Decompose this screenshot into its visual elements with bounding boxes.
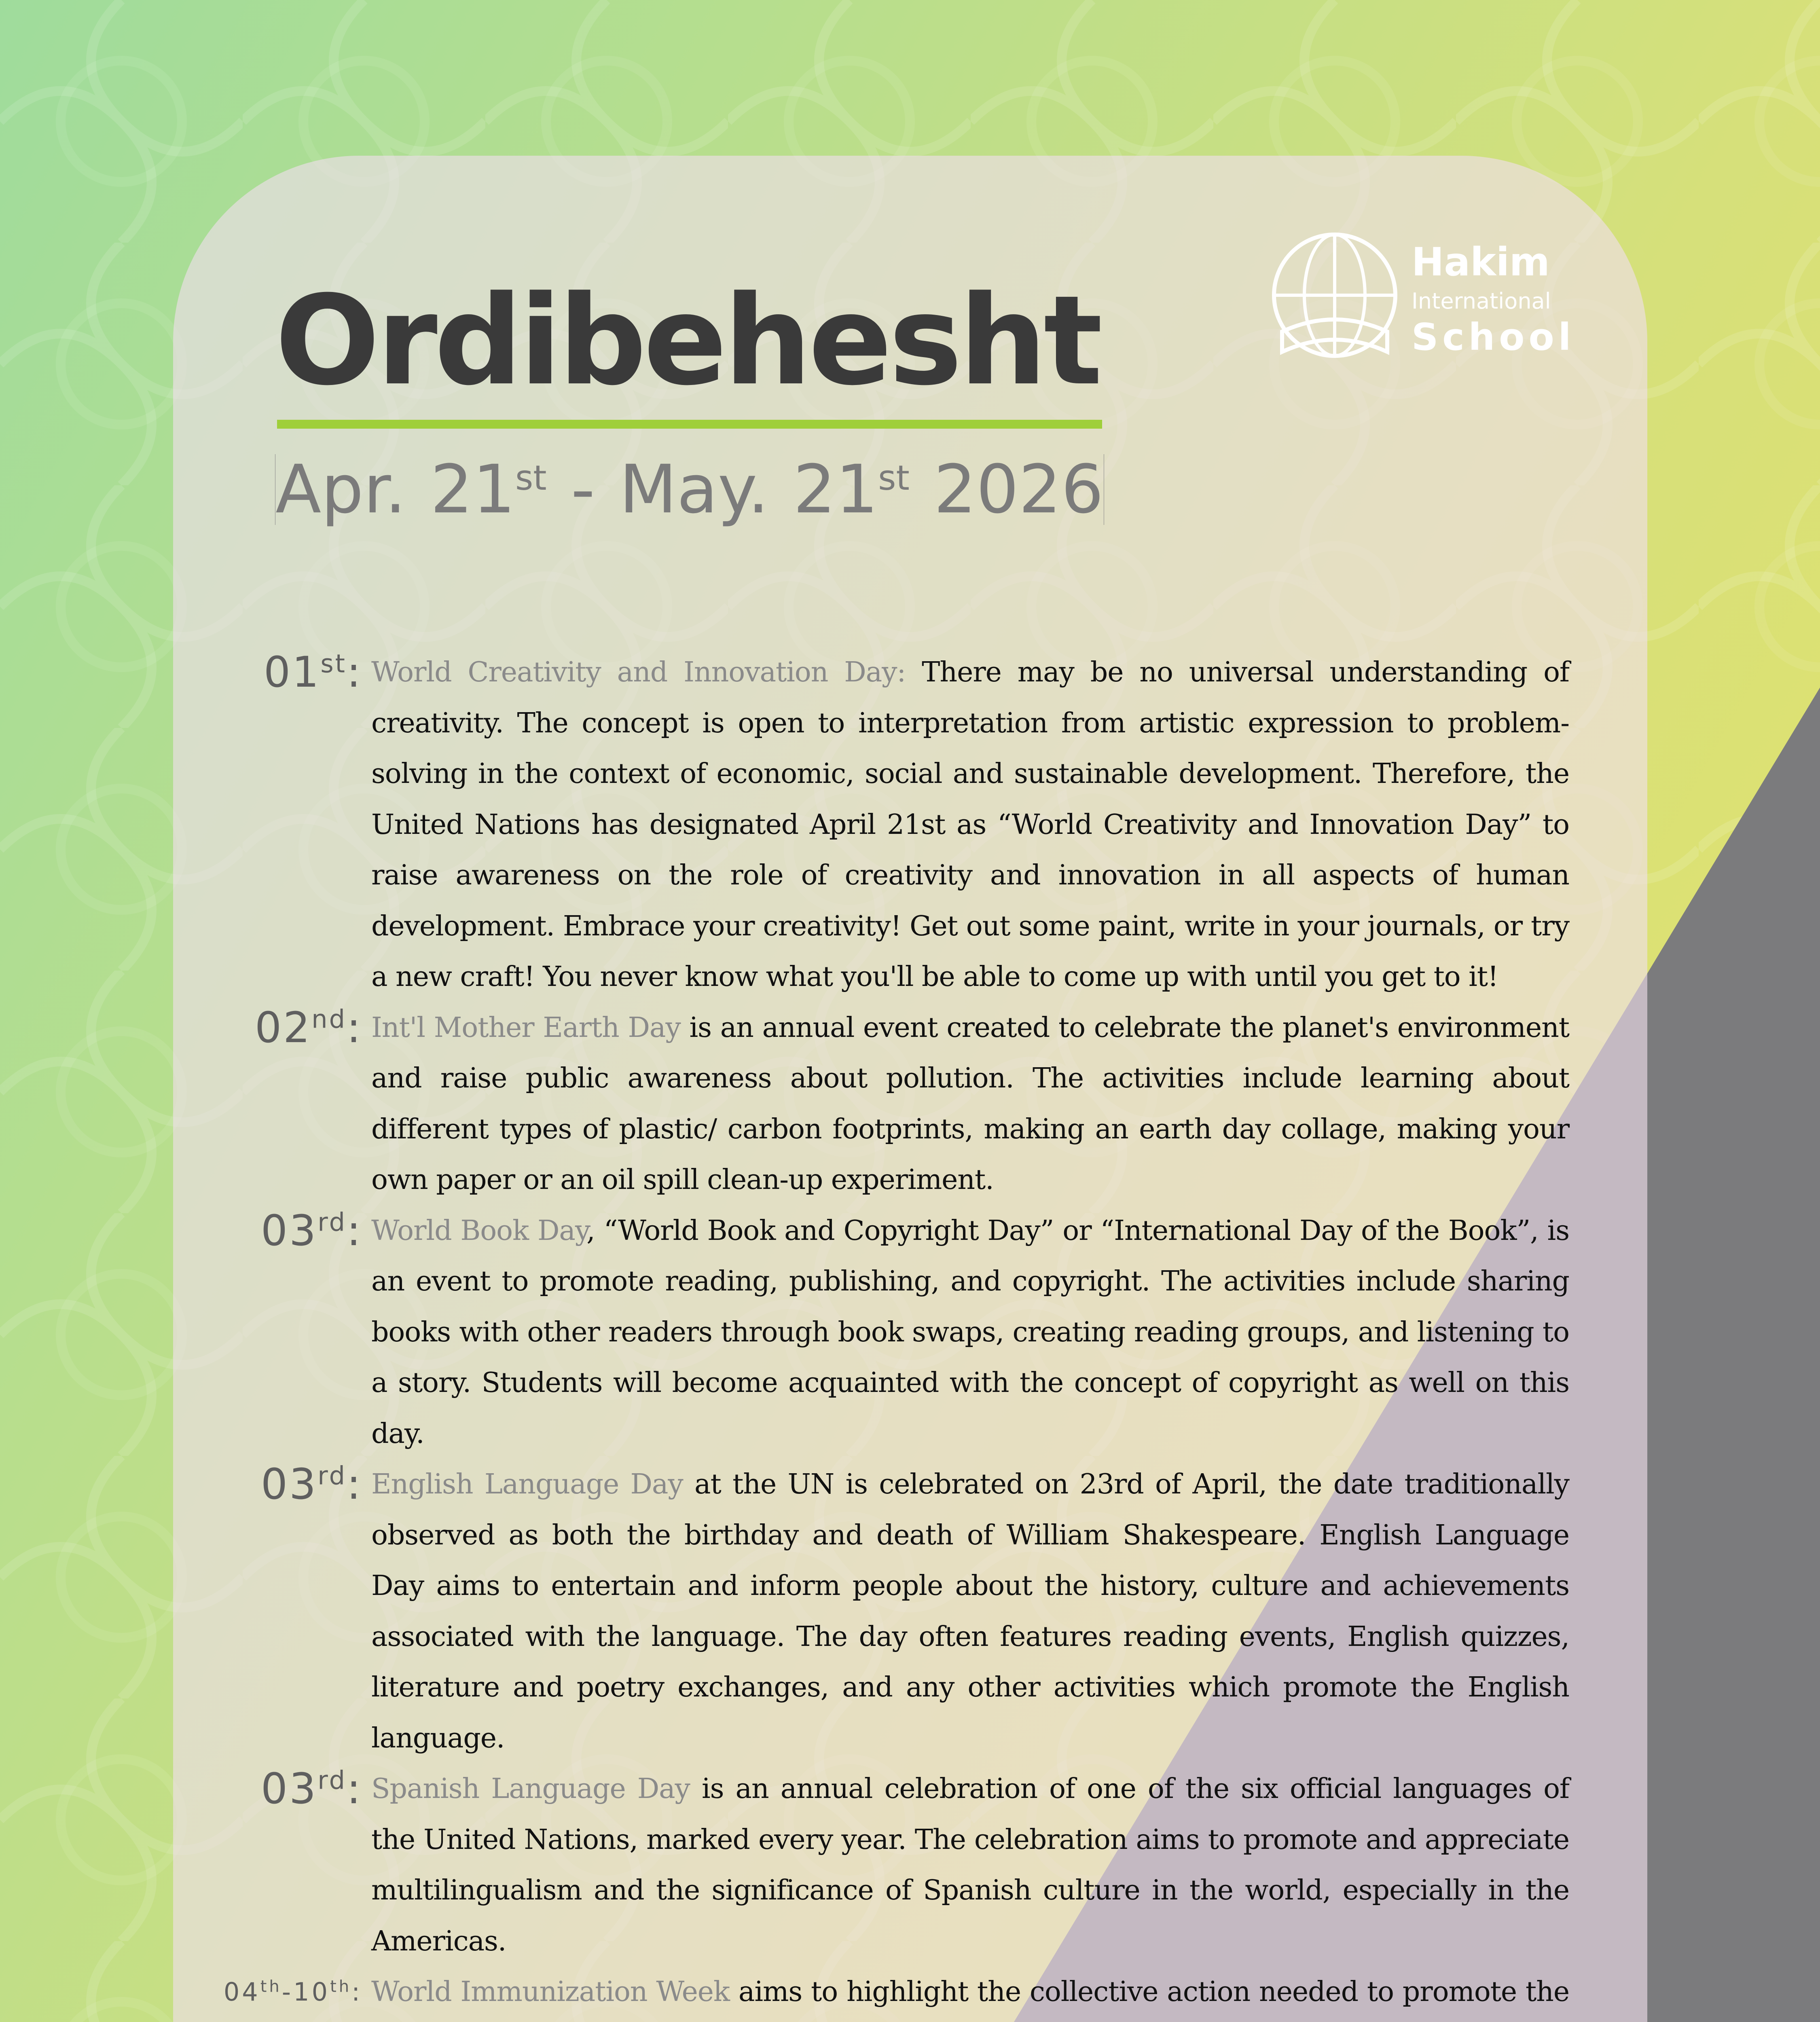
event-title: English Language Day <box>371 1468 683 1500</box>
title-underline <box>277 420 1102 429</box>
date-separator: - <box>571 451 595 528</box>
event-date-num: 03 <box>260 1206 318 1255</box>
event-date-num: 01 <box>263 647 321 697</box>
event-date-num: 03 <box>260 1764 318 1813</box>
event-text: There may be no universal understanding of creativity. The concept is open to interpretation from artistic expression to problem-solving in the context of economic, social and sustainable development. Therefore, the United Nations has designated April 21st as “World Creativity and Innovation Day” to raise awareness on the role of creativity and innovation in all aspects of human development. Embrace your creativity! Get out some paint, write in your journals, or try a new craft! You never know what you'll be able to come up with until you get to it! <box>371 656 1569 993</box>
date-start-month: Apr. <box>275 451 406 528</box>
event-date-suffix: nd <box>311 1004 347 1034</box>
event-date-suffix: th <box>260 1977 282 1996</box>
event-text: aims to highlight the collective action needed to promote the <box>738 1976 1569 2008</box>
event-date: 03rd: <box>260 1459 362 1509</box>
event-date-num: 04 <box>223 1977 260 2007</box>
event-text: , “World Book and Copyright Day” or “International Day of the Book”, is an event to promote reading, publishing, and copyright. The activities include sharing books with other readers through book swaps, creating reading groups, and listening to a story. Students will become acquainted with the concept of copyright as well on this day. <box>371 1214 1569 1450</box>
event-description <box>371 1459 1569 1764</box>
events-list <box>202 647 1569 2022</box>
event-entry <box>202 1003 1569 1206</box>
event-date: 03rd: <box>260 1206 362 1255</box>
event-text: at the UN is celebrated on 23rd of April, the date traditionally observed as both the birthday and death of William Shakespeare. English Language Day aims to entertain and inform people about the history, culture and achievements associated with the language. The day often features reading events, English quizzes, literature and poetry exchanges, and any other activities which promote the English language. <box>371 1468 1569 1754</box>
date-end <box>793 451 910 528</box>
event-date: 03rd: <box>260 1764 362 1813</box>
event-title: Spanish Language Day <box>371 1773 690 1805</box>
globe-book-icon <box>1266 226 1403 372</box>
event-date: 02nd: <box>254 1003 362 1052</box>
event-date-suffix: rd <box>317 1461 347 1491</box>
date-start <box>430 451 547 528</box>
date-end-day: 21 <box>793 451 878 528</box>
event-date-num-end: 10 <box>293 1977 330 2007</box>
event-description <box>371 1003 1569 1206</box>
date-year: 2026 <box>933 451 1104 528</box>
logo-line-3: School <box>1412 315 1575 359</box>
event-title: World Creativity and Innovation Day: <box>371 656 906 688</box>
event-date-num: 02 <box>254 1003 312 1052</box>
event-title: World Book Day <box>371 1214 587 1247</box>
date-range-text <box>275 451 1103 528</box>
event-entry <box>202 1206 1569 1459</box>
event-text: is an annual event created to celebrate the planet's environment and raise public awareness about pollution. The activities include learning about different types of plastic/ carbon footprints, making an earth day collage, making your own paper or an oil spill clean-up experiment. <box>371 1011 1569 1196</box>
school-logo <box>1266 226 1575 372</box>
event-entry <box>202 1967 1569 2022</box>
event-description <box>371 1967 1569 2022</box>
event-title: World Immunization Week <box>371 1976 730 2008</box>
logo-wordmark <box>1412 239 1575 359</box>
event-entry <box>202 647 1569 1003</box>
event-date-suffix-end: th <box>330 1977 352 1996</box>
event-entry <box>202 1459 1569 1764</box>
date-start-suffix: st <box>515 458 547 498</box>
event-date-range: 04th-10th: <box>223 1977 362 2007</box>
event-description <box>371 1206 1569 1459</box>
event-date-suffix: st <box>320 649 347 679</box>
event-date: 01st: <box>263 647 362 697</box>
event-title: Int'l Mother Earth Day <box>371 1011 681 1044</box>
page-title: Ordibehesht <box>275 269 1100 412</box>
date-start-day: 21 <box>430 451 515 528</box>
event-entry <box>202 1764 1569 1967</box>
date-end-suffix: st <box>878 458 910 498</box>
date-end-month: May. <box>619 451 769 528</box>
event-description <box>371 1764 1569 1967</box>
logo-line-2: International <box>1412 288 1551 314</box>
event-text: is an annual celebration of one of the six official languages of the United Nations, marked every year. The celebration aims to promote and appreciate multilingualism and the significance of Spanish culture in the world, especially in the Americas. <box>371 1773 1569 1957</box>
date-range <box>275 439 1104 540</box>
event-date-suffix: rd <box>317 1765 347 1795</box>
event-date-suffix: rd <box>317 1207 347 1237</box>
event-description <box>371 647 1569 1003</box>
logo-line-1: Hakim <box>1412 239 1550 285</box>
event-date-num: 03 <box>260 1459 318 1509</box>
